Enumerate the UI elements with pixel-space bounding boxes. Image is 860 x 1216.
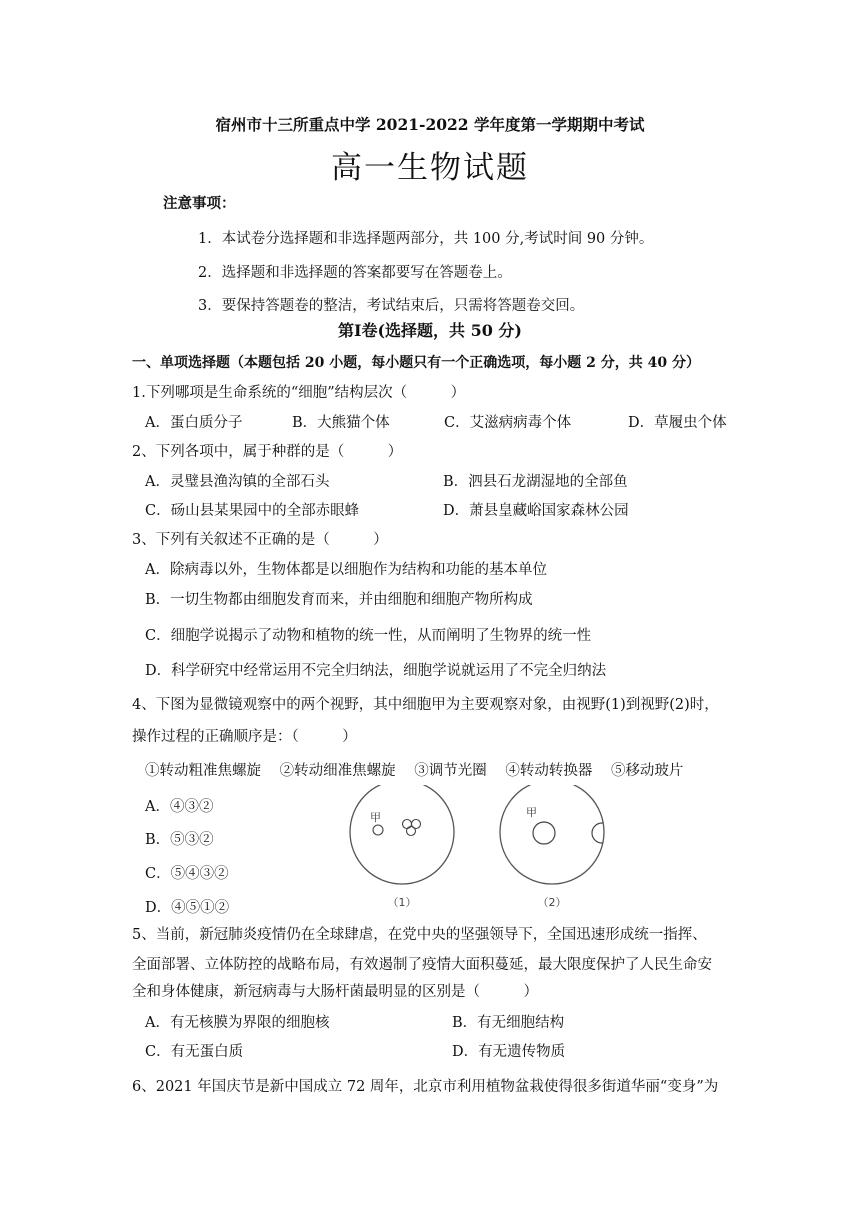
- q1-option-d: D．草履虫个体: [628, 415, 727, 431]
- question-5-stem-line-1: 5、当前，新冠肺炎疫情仍在全球肆虐，在党中央的坚强领导下，全国迅速形成统一指挥、: [132, 927, 707, 943]
- school-exam-header: 宿州市十三所重点中学 2021-2022 学年度第一学期期中考试: [215, 115, 645, 134]
- q4-operation-4: ④转动转换器: [505, 763, 593, 779]
- view-1-caption: （1）: [387, 896, 417, 909]
- q4-operation-5: ⑤移动玻片: [610, 763, 684, 779]
- question-3-stem: 3、下列有关叙述不正确的是（ ）: [132, 532, 388, 548]
- cell-jia-large: [533, 822, 555, 844]
- notice-heading: 注意事项：: [163, 195, 236, 212]
- q2-option-d: D．萧县皇藏峪国家森林公园: [443, 503, 629, 519]
- q4-option-c: C．⑤④③②: [145, 866, 229, 882]
- cell-label-view-2: 甲: [526, 806, 537, 819]
- q3-option-b: B．一切生物都由细胞发育而来，并由细胞和细胞产物所构成: [145, 592, 533, 608]
- cell-small-3: [407, 827, 416, 836]
- notice-item-2: 2．选择题和非选择题的答案都要写在答题卷上。: [198, 265, 512, 281]
- q3-option-a: A．除病毒以外，生物体都是以细胞作为结构和功能的基本单位: [145, 562, 547, 578]
- q4-option-d: D．④⑤①②: [145, 900, 230, 916]
- q4-operation-1: ①转动粗准焦螺旋: [145, 763, 261, 779]
- q1-option-a: A．蛋白质分子: [145, 415, 243, 431]
- q2-option-c: C．砀山县某果园中的全部赤眼蜂: [145, 503, 360, 519]
- q5-option-b: B．有无细胞结构: [452, 1015, 565, 1031]
- q4-option-b: B．⑤③②: [145, 832, 214, 848]
- q4-operation-2: ②转动细准焦螺旋: [279, 763, 396, 779]
- q5-option-c: C．有无蛋白质: [145, 1044, 244, 1060]
- question-4-stem-line-1: 4、下图为显微镜观察中的两个视野，其中细胞甲为主要观察对象，由视野(1)到视野(2)时，: [132, 697, 719, 713]
- cell-jia-small: [373, 825, 383, 835]
- cell-label-view-1: 甲: [370, 811, 381, 824]
- q5-option-a: A．有无核膜为界限的细胞核: [145, 1015, 330, 1031]
- notice-item-1: 1．本试卷分选择题和非选择题两部分，共 100 分,考试时间 90 分钟。: [198, 231, 654, 247]
- view-2-caption: （2）: [537, 896, 567, 909]
- question-5-stem-line-3: 全和身体健康，新冠病毒与大肠杆菌最明显的区别是（ ）: [132, 984, 538, 1000]
- microscope-views-figure: [340, 785, 610, 910]
- view-1-field: [350, 785, 454, 884]
- view-2-field: [500, 785, 604, 884]
- cell-small-1: [403, 820, 412, 829]
- q4-option-a: A．④③②: [145, 799, 214, 815]
- cell-edge-partial: [592, 823, 610, 843]
- notice-item-3: 3．要保持答题卷的整洁，考试结束后，只需将答题卷交回。: [198, 298, 585, 314]
- q2-option-b: B．泗县石龙湖湿地的全部鱼: [443, 474, 628, 490]
- q3-option-c: C．细胞学说揭示了动物和植物的统一性，从而阐明了生物界的统一性: [145, 628, 592, 644]
- question-6-stem-line-1: 6、2021 年国庆节是新中国成立 72 周年，北京市利用植物盆栽使得很多街道华丽“变身”为: [132, 1079, 719, 1095]
- q1-option-c: C．艾滋病病毒个体: [444, 415, 572, 431]
- part-one-title: 第Ⅰ卷(选择题，共 50 分): [337, 321, 523, 340]
- q1-option-b: B．大熊猫个体: [292, 415, 390, 431]
- q2-option-a: A．灵璧县渔沟镇的全部石头: [145, 474, 330, 490]
- q4-operation-3: ③调节光圈: [414, 763, 487, 779]
- section-heading: 一、单项选择题（本题包括 20 小题，每小题只有一个正确选项，每小题 2 分，共 40 分）: [132, 355, 700, 371]
- q4-operations: [145, 759, 697, 780]
- question-1-stem: 1.下列哪项是生命系统的“细胞”结构层次（ ）: [132, 385, 466, 401]
- q3-option-d: D．科学研究中经常运用不完全归纳法，细胞学说就运用了不完全归纳法: [145, 663, 607, 679]
- question-5-stem-line-2: 全面部署、立体防控的战略布局，有效遏制了疫情大面积蔓延，最大限度保护了人民生命安: [132, 957, 712, 973]
- question-2-stem: 2、下列各项中，属于种群的是（ ）: [132, 444, 403, 460]
- q5-option-d: D．有无遗传物质: [452, 1044, 566, 1060]
- exam-title: 高一生物试题: [331, 150, 529, 186]
- question-4-stem-line-2: 操作过程的正确顺序是：（ ）: [132, 729, 357, 745]
